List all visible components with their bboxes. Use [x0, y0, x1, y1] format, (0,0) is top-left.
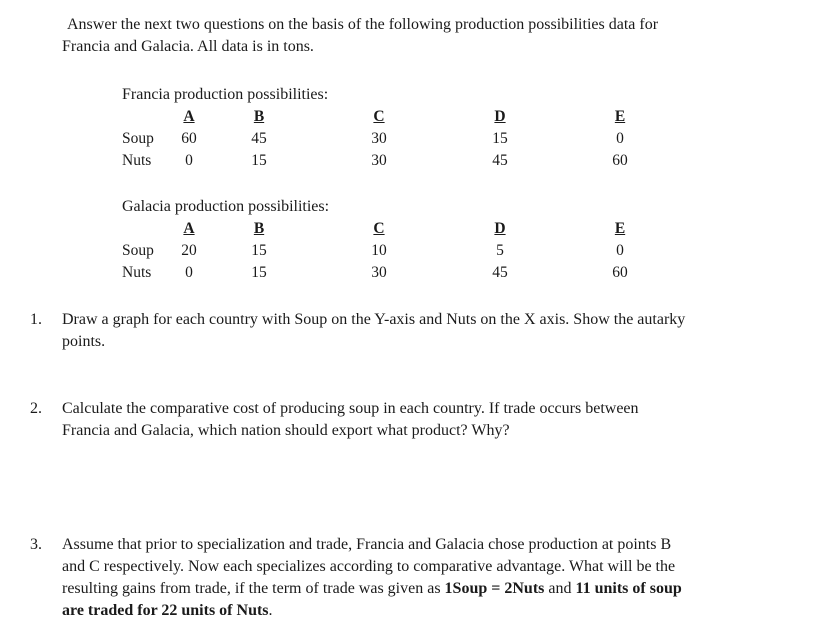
table-cell: 45: [251, 130, 267, 147]
question-2: [30, 398, 790, 444]
table-row: [122, 128, 679, 150]
table-cell: 30: [371, 264, 387, 281]
galacia-table: [122, 218, 679, 284]
francia-table: [122, 106, 679, 172]
col-header-e: E: [614, 108, 626, 125]
question-1: [30, 309, 790, 355]
table-row: [122, 150, 679, 172]
col-header-c: C: [373, 108, 385, 125]
row-label: Nuts: [122, 264, 152, 281]
col-header-e: E: [614, 220, 626, 237]
table-cell: 20: [181, 242, 197, 259]
galacia-header-row: [122, 218, 679, 240]
col-header-d: D: [494, 220, 506, 237]
intro-line-1: Answer the next two questions on the basis of the following production possibilities data for: [67, 16, 659, 33]
francia-header-row: [122, 106, 679, 128]
table-cell: 60: [181, 130, 197, 147]
question-text: Assume that prior to specialization and trade, Francia and Galacia chose production at points B and C respectively. Now each specializes according to comparative advantage. What will be the resulting gains from trade, if the term of trade was given as 1Soup = 2Nuts and 11 units of soup are traded for 22 units of Nuts.: [62, 536, 682, 619]
question-number: 2.: [30, 400, 42, 417]
row-label: Soup: [122, 242, 154, 259]
question-text: Draw a graph for each country with Soup on the Y-axis and Nuts on the X axis. Show the autarky points.: [62, 311, 686, 350]
table-cell: 15: [251, 264, 267, 281]
table-cell: 30: [371, 152, 387, 169]
table-cell: 5: [496, 242, 504, 259]
col-header-a: A: [183, 108, 195, 125]
table-cell: 60: [612, 264, 628, 281]
table-cell: 45: [492, 152, 508, 169]
table-cell: 15: [251, 152, 267, 169]
row-label: Nuts: [122, 152, 152, 169]
terms-of-trade: 1Soup = 2Nuts: [444, 580, 545, 597]
col-header-d: D: [494, 108, 506, 125]
galacia-table-title: Galacia production possibilities:: [122, 198, 330, 215]
table-cell: 0: [616, 130, 624, 147]
table-row: [122, 240, 679, 262]
intro-line-2: Francia and Galacia. All data is in tons.: [62, 38, 314, 55]
question-number: 3.: [30, 536, 42, 553]
francia-table-title: Francia production possibilities:: [122, 86, 329, 103]
table-cell: 15: [492, 130, 508, 147]
table-cell: 0: [185, 264, 193, 281]
question-3: [30, 534, 790, 624]
table-row: [122, 262, 679, 284]
table-cell: 30: [371, 130, 387, 147]
table-cell: 0: [616, 242, 624, 259]
table-cell: 60: [612, 152, 628, 169]
table-cell: 45: [492, 264, 508, 281]
intro-paragraph: [62, 14, 802, 58]
table-cell: 10: [371, 242, 387, 259]
col-header-c: C: [373, 220, 385, 237]
question-number: 1.: [30, 311, 42, 328]
col-header-b: B: [253, 108, 265, 125]
col-header-b: B: [253, 220, 265, 237]
table-cell: 0: [185, 152, 193, 169]
row-label: Soup: [122, 130, 154, 147]
question-text: Calculate the comparative cost of producing soup in each country. If trade occurs between Francia and Galacia, which nation should export what product? Why?: [62, 400, 639, 439]
table-cell: 15: [251, 242, 267, 259]
col-header-a: A: [183, 220, 195, 237]
